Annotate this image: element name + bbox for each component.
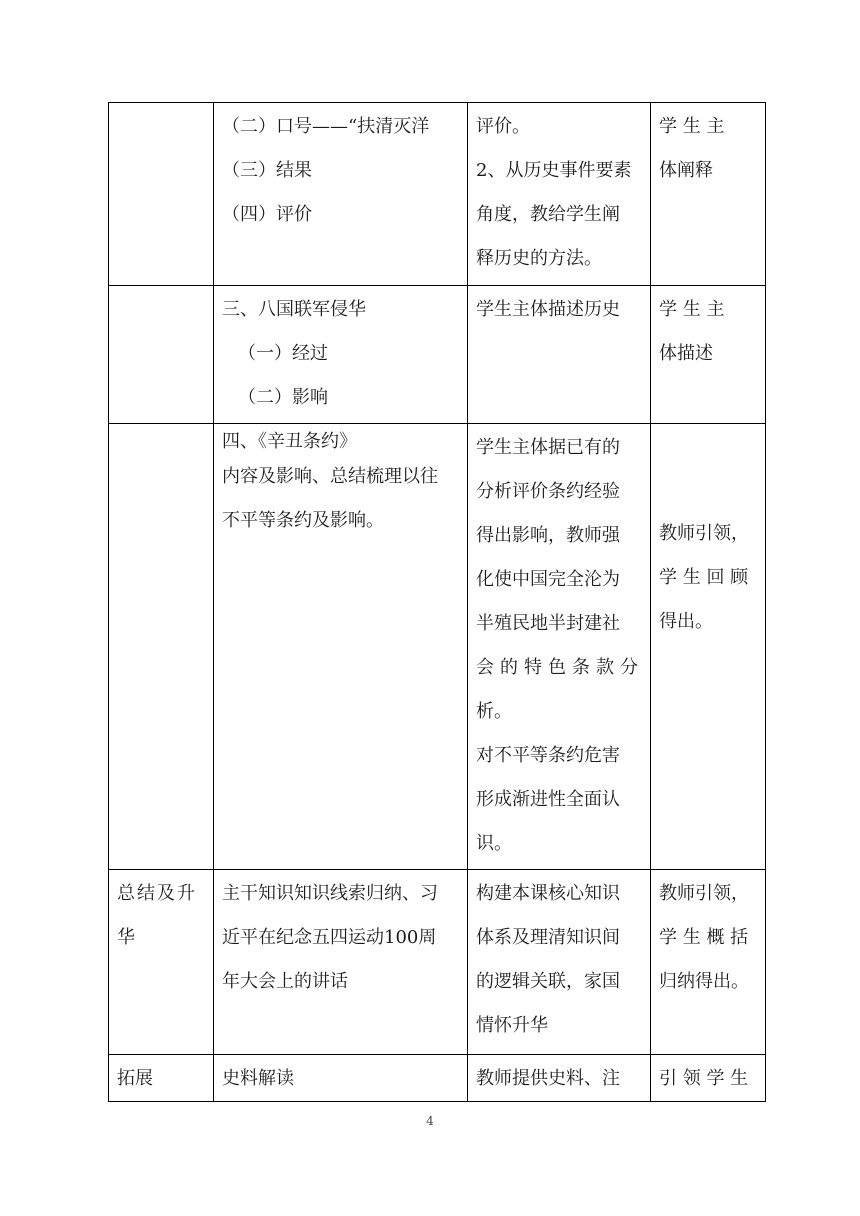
method-line: 识。 <box>476 833 512 854</box>
method-line: 情怀升华 <box>476 1015 548 1036</box>
lesson-plan-table <box>108 102 766 1102</box>
content-line: （三）结果 <box>222 160 312 181</box>
activity-line: 归纳得出。 <box>659 971 749 992</box>
stage-cell <box>109 424 214 870</box>
method-line: 评价。 <box>476 116 530 137</box>
stage-line: 华 <box>117 927 135 948</box>
activity-cell <box>651 286 766 424</box>
activity-line: 学 生 主 <box>659 299 725 320</box>
method-cell <box>468 870 651 1055</box>
method-line: 化使中国完全沦为 <box>476 569 620 590</box>
content-line: 内容及影响、总结梳理以往 <box>222 466 438 487</box>
activity-line: 教师引领， <box>659 523 749 544</box>
content-line: 三、八国联军侵华 <box>222 299 366 320</box>
table-row <box>109 103 766 286</box>
content-cell <box>214 103 468 286</box>
activity-cell <box>651 424 766 870</box>
activity-line: 引 领 学 生 <box>659 1068 749 1089</box>
activity-line: 学 生 主 <box>659 116 725 137</box>
method-line: 形成渐进性全面认 <box>476 789 620 810</box>
method-cell <box>468 103 651 286</box>
content-cell <box>214 1055 468 1102</box>
stage-cell <box>109 1055 214 1102</box>
stage-line: 拓展 <box>117 1068 153 1089</box>
method-cell <box>468 1055 651 1102</box>
method-line: 会的特色条款分 <box>476 657 644 678</box>
content-line: 主干知识知识线索归纳、习 <box>222 883 438 904</box>
activity-line: 教师引领， <box>659 883 749 904</box>
page-number: 4 <box>426 1114 434 1128</box>
method-line: 半殖民地半封建社 <box>476 613 620 634</box>
activity-line: 学 生 概 括 <box>659 927 749 948</box>
table-row <box>109 424 766 870</box>
method-line: 的逻辑关联，家国 <box>476 971 620 992</box>
method-cell <box>468 286 651 424</box>
content-line: （四）评价 <box>222 204 312 225</box>
stage-line: 总结及升 <box>117 883 197 904</box>
method-line: 学生主体据已有的 <box>476 437 620 458</box>
method-line: 分析评价条约经验 <box>476 481 620 502</box>
content-line: （二）口号——“扶清灭洋 <box>222 116 430 137</box>
content-line: 四、《辛丑条约》 <box>222 431 357 452</box>
method-line: 体系及理清知识间 <box>476 927 620 948</box>
method-cell <box>468 424 651 870</box>
content-line: 年大会上的讲话 <box>222 971 348 992</box>
method-line: 角度，教给学生阐 <box>476 204 620 225</box>
table-row <box>109 1055 766 1102</box>
stage-cell <box>109 870 214 1055</box>
content-line: （二）影响 <box>238 387 328 408</box>
activity-cell <box>651 1055 766 1102</box>
content-cell <box>214 286 468 424</box>
stage-cell <box>109 103 214 286</box>
method-line: 析。 <box>476 701 512 722</box>
content-line: 不平等条约及影响。 <box>222 510 384 531</box>
method-line: 释历史的方法。 <box>476 248 602 269</box>
activity-line: 体描述 <box>659 343 713 364</box>
content-line: （一）经过 <box>238 343 328 364</box>
method-line: 对不平等条约危害 <box>476 745 620 766</box>
content-line: 史料解读 <box>222 1068 294 1089</box>
method-line: 教师提供史料、注 <box>476 1068 620 1089</box>
table-row <box>109 286 766 424</box>
method-line: 学生主体描述历史 <box>476 299 620 320</box>
content-cell <box>214 424 468 870</box>
content-cell <box>214 870 468 1055</box>
table-row <box>109 870 766 1055</box>
method-line: 得出影响，教师强 <box>476 525 620 546</box>
activity-line: 得出。 <box>659 611 713 632</box>
activity-cell <box>651 870 766 1055</box>
stage-cell <box>109 286 214 424</box>
activity-line: 体阐释 <box>659 160 713 181</box>
method-line: 构建本课核心知识 <box>476 883 620 904</box>
content-line: 近平在纪念五四运动100周 <box>222 927 437 948</box>
activity-line: 学 生 回 顾 <box>659 567 749 588</box>
activity-cell <box>651 103 766 286</box>
method-line: 2、从历史事件要素 <box>476 160 632 181</box>
